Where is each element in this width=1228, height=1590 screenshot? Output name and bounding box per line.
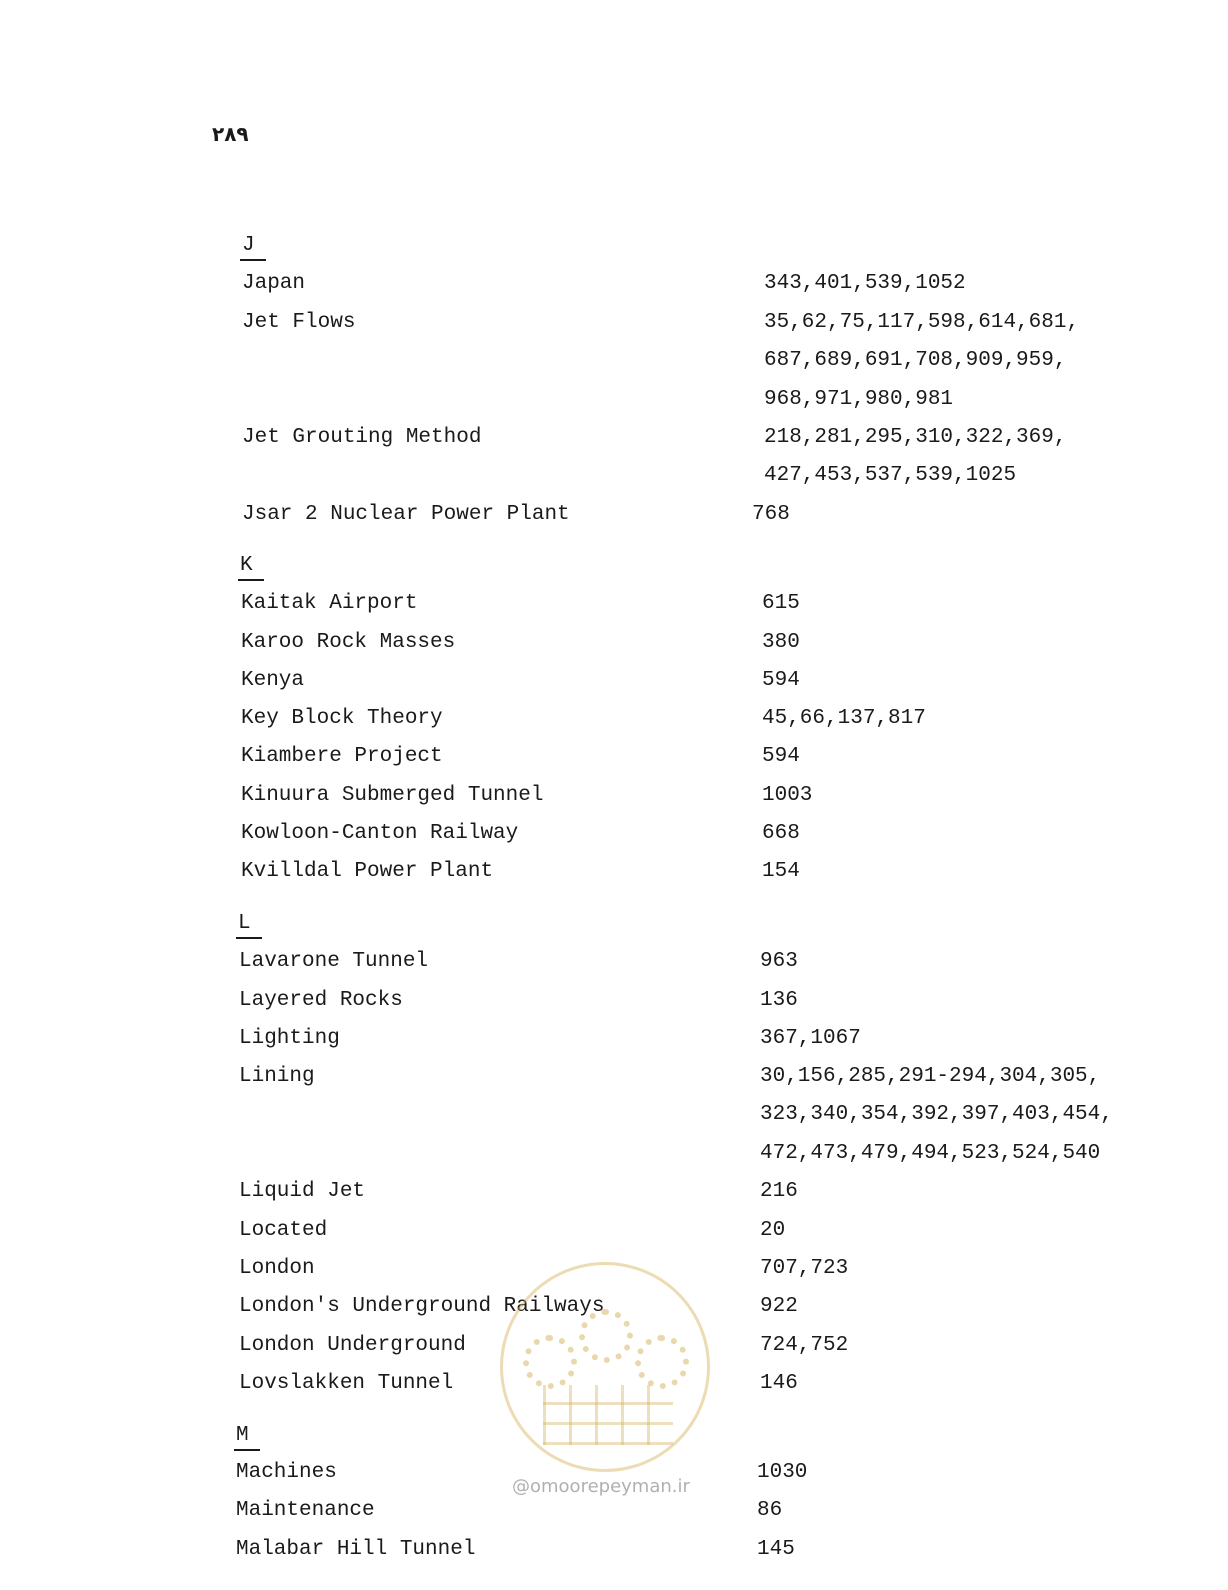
page-reference-line: 668 bbox=[762, 822, 800, 845]
page-references bbox=[760, 1250, 848, 1288]
page-references bbox=[762, 585, 800, 623]
page-reference-line: 35,62,75,117,598,614,681, bbox=[764, 311, 1080, 334]
page-references bbox=[762, 853, 800, 891]
page-reference-line: 45,66,137,817 bbox=[762, 707, 926, 730]
index-term: Kowloon-Canton Railway bbox=[241, 822, 519, 845]
page-references bbox=[760, 1173, 798, 1211]
index-term: Kenya bbox=[241, 669, 305, 692]
page-references bbox=[752, 496, 790, 534]
page-references bbox=[757, 1454, 807, 1492]
page-references bbox=[762, 700, 926, 738]
page-reference-line: 20 bbox=[760, 1219, 786, 1242]
index-term: Kvilldal Power Plant bbox=[241, 860, 494, 883]
page-references bbox=[760, 1212, 785, 1250]
index-term: Kinuura Submerged Tunnel bbox=[241, 784, 544, 807]
page-references bbox=[762, 815, 800, 853]
page-references bbox=[764, 419, 1066, 496]
index-term: Machines bbox=[236, 1461, 337, 1484]
page-reference-line: 323,340,354,392,397,403,454, bbox=[760, 1103, 1113, 1127]
page-references bbox=[760, 1020, 861, 1058]
page-references bbox=[757, 1531, 795, 1569]
section-letter: J bbox=[242, 234, 255, 257]
page-reference-line: 1030 bbox=[757, 1461, 808, 1484]
page-references bbox=[757, 1492, 782, 1530]
page-reference-line: 154 bbox=[762, 860, 800, 883]
page-references bbox=[762, 624, 800, 662]
page-reference-line: 968,971,980,981 bbox=[764, 387, 954, 411]
page-reference-line: 922 bbox=[760, 1295, 798, 1318]
index-term: Located bbox=[239, 1219, 328, 1242]
page-reference-line: 687,689,691,708,909,959, bbox=[764, 349, 1067, 373]
index-term: London's Underground Railways bbox=[239, 1295, 605, 1318]
building-grid bbox=[543, 1385, 673, 1445]
page-reference-line: 594 bbox=[762, 669, 800, 692]
page-references bbox=[760, 943, 798, 981]
page-reference-line: 367,1067 bbox=[760, 1027, 861, 1050]
gear-icon bbox=[523, 1335, 577, 1389]
page-reference-line: 136 bbox=[760, 989, 798, 1012]
page-reference-line: 343,401,539,1052 bbox=[764, 272, 966, 295]
gear-icon bbox=[579, 1309, 633, 1363]
page-references bbox=[762, 662, 800, 700]
index-term: Kiambere Project bbox=[241, 745, 443, 768]
page-number: ۲۸۹ bbox=[212, 122, 249, 146]
page-reference-line: 963 bbox=[760, 950, 798, 973]
page-reference-line: 216 bbox=[760, 1180, 798, 1203]
page-reference-line: 724,752 bbox=[760, 1334, 849, 1357]
page-reference-line: 768 bbox=[752, 503, 790, 526]
page-reference-line: 145 bbox=[757, 1538, 795, 1561]
section-letter: L bbox=[238, 912, 251, 935]
gear-icon bbox=[635, 1335, 689, 1389]
page-references bbox=[760, 982, 798, 1020]
index-term: Jet Flows bbox=[242, 311, 356, 334]
page-reference-line: 218,281,295,310,322,369, bbox=[764, 426, 1067, 449]
page-references bbox=[760, 1327, 848, 1365]
index-term: Jet Grouting Method bbox=[242, 426, 482, 449]
page-reference-line: 427,453,537,539,1025 bbox=[764, 464, 1017, 488]
page-references bbox=[764, 265, 966, 303]
page-reference-line: 146 bbox=[760, 1372, 798, 1395]
index-term: London Underground bbox=[239, 1334, 466, 1357]
index-term: Lovslakken Tunnel bbox=[239, 1372, 454, 1395]
index-term: London bbox=[239, 1257, 315, 1280]
index-term: Jsar 2 Nuclear Power Plant bbox=[242, 503, 570, 526]
page-references bbox=[762, 738, 800, 776]
index-term: Lining bbox=[239, 1065, 315, 1088]
page-reference-line: 472,473,479,494,523,524,540 bbox=[760, 1141, 1101, 1165]
page-reference-line: 30,156,285,291-294,304,305, bbox=[760, 1065, 1101, 1088]
section-letter: M bbox=[236, 1424, 249, 1447]
page-references bbox=[760, 1365, 798, 1403]
page-reference-line: 594 bbox=[762, 745, 800, 768]
page-references bbox=[762, 777, 812, 815]
index-term: Maintenance bbox=[236, 1499, 375, 1522]
index-term: Japan bbox=[242, 272, 306, 295]
page-references bbox=[764, 304, 1079, 419]
page-references bbox=[760, 1288, 798, 1326]
index-term: Layered Rocks bbox=[239, 989, 403, 1012]
page-reference-line: 615 bbox=[762, 592, 800, 615]
watermark-caption: @omoorepeyman.ir bbox=[512, 1476, 690, 1497]
section-letter: K bbox=[240, 554, 253, 577]
index-term: Liquid Jet bbox=[239, 1180, 366, 1203]
page-reference-line: 380 bbox=[762, 631, 800, 654]
page-references bbox=[760, 1058, 1113, 1173]
index-term: Lavarone Tunnel bbox=[239, 950, 429, 973]
index-term: Karoo Rock Masses bbox=[241, 631, 456, 654]
index-term: Key Block Theory bbox=[241, 707, 443, 730]
page-reference-line: 707,723 bbox=[760, 1257, 849, 1280]
page-reference-line: 1003 bbox=[762, 784, 813, 807]
page-reference-line: 86 bbox=[757, 1499, 783, 1522]
index-term: Kaitak Airport bbox=[241, 592, 418, 615]
index-term: Lighting bbox=[239, 1027, 340, 1050]
index-term: Malabar Hill Tunnel bbox=[236, 1538, 476, 1561]
watermark-seal bbox=[500, 1262, 710, 1472]
